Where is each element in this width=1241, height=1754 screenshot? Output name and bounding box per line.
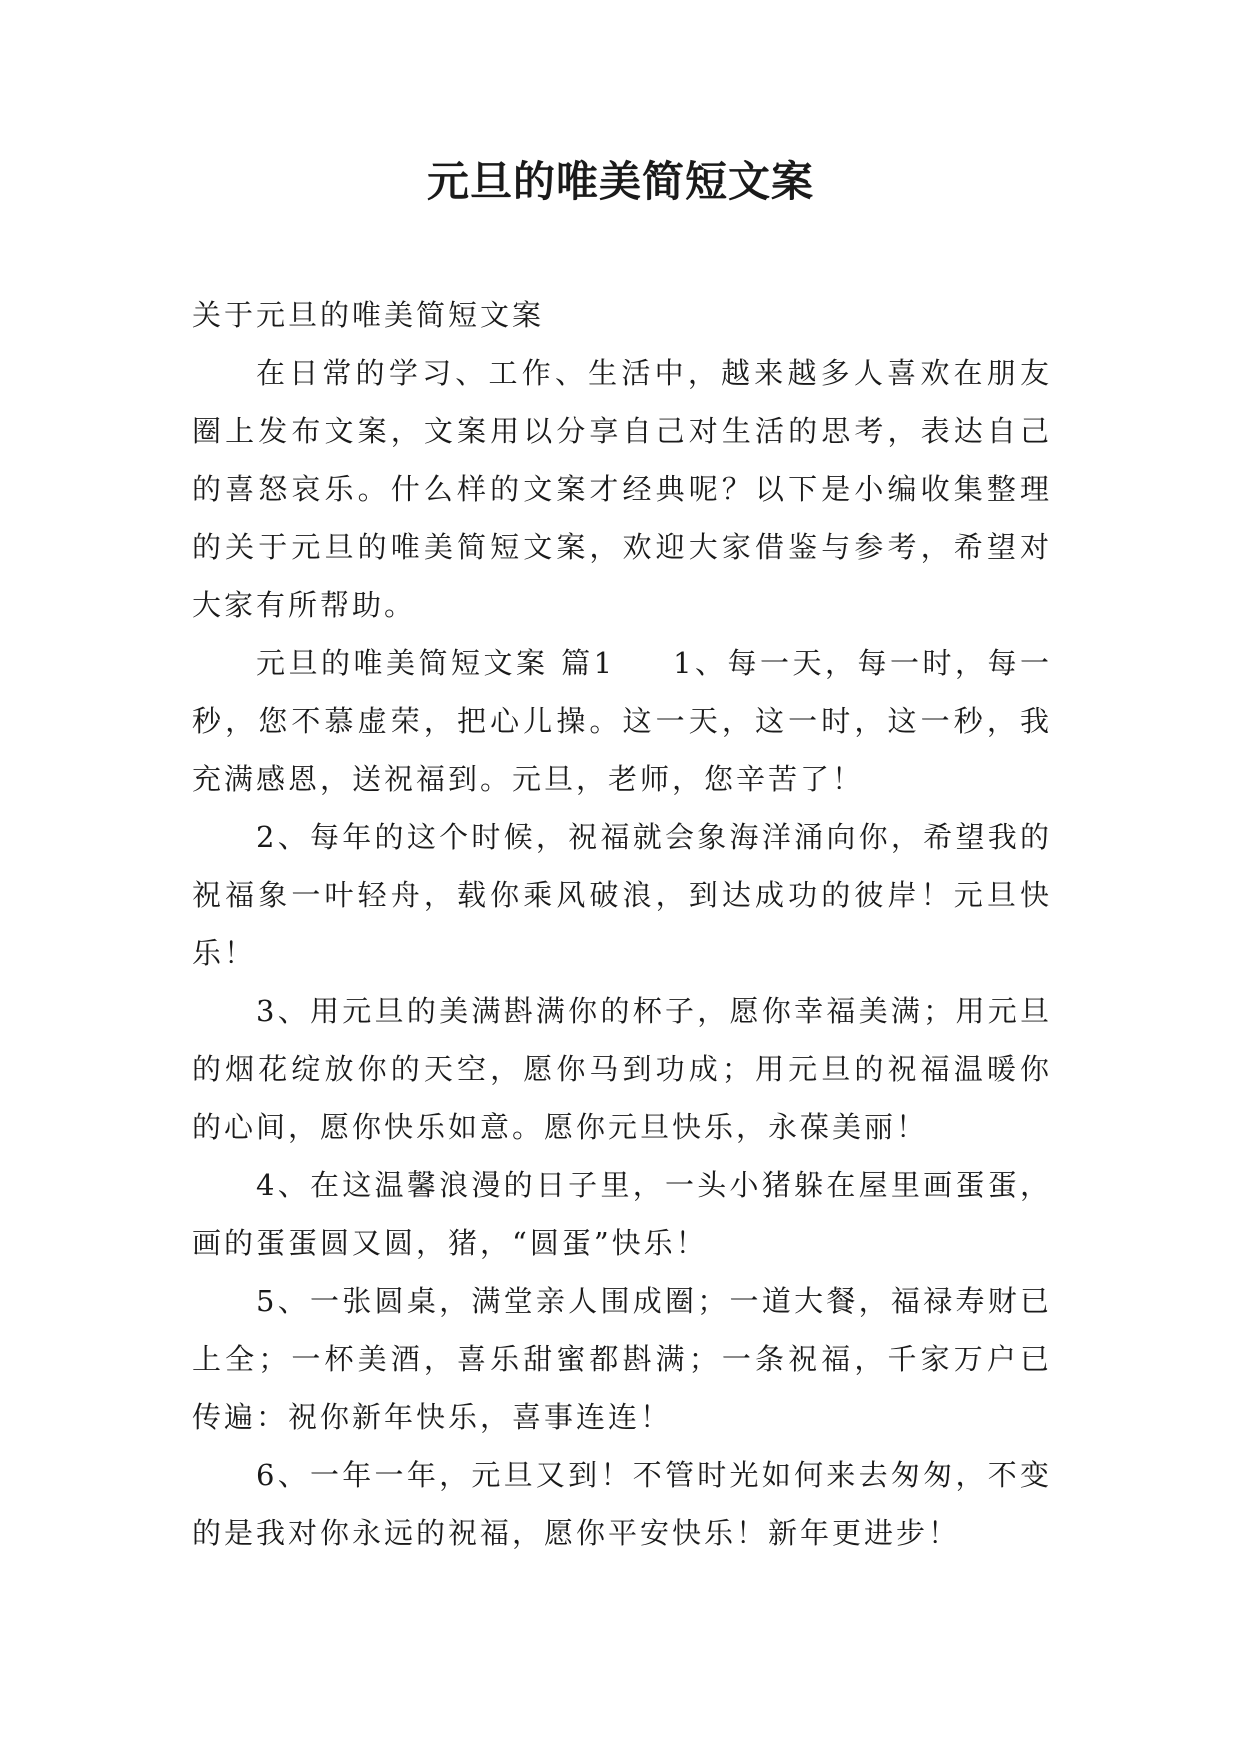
intro-paragraph: 在日常的学习、工作、生活中，越来越多人喜欢在朋友圈上发布文案，文案用以分享自己对生活的思考，表达自己的喜怒哀乐。什么样的文案才经典呢？以下是小编收集整理的关于元旦的唯美简短文案，欢迎大家借鉴与参考，希望对大家有所帮助。 [192,356,1052,622]
list-item-5: 5、一张圆桌，满堂亲人围成圈；一道大餐，福禄寿财已上全；一杯美酒，喜乐甜蜜都斟满；一条祝福，千家万户已传遍：祝你新年快乐，喜事连连！ [192,1284,1052,1434]
section-label: 元旦的唯美简短文案 篇1 [256,646,616,680]
section-paragraph [192,634,1052,808]
list-item-1: 1、每一天，每一时，每一秒，您不慕虚荣，把心儿操。这一天，这一时，这一秒，我充满感恩，送祝福到。元旦，老师，您辛苦了！ [192,646,1052,796]
document-subtitle: 关于元旦的唯美简短文案 [192,298,545,332]
list-item-6: 6、一年一年，元旦又到！不管时光如何来去匆匆，不变的是我对你永远的祝福，愿你平安快乐！新年更进步！ [192,1458,1052,1550]
list-item-2: 2、每年的这个时候，祝福就会象海洋涌向你，希望我的祝福象一叶轻舟，载你乘风破浪，到达成功的彼岸！元旦快乐！ [192,820,1052,970]
document-body [192,286,1052,1562]
document-title: 元旦的唯美简短文案 [426,157,814,206]
list-item-3: 3、用元旦的美满斟满你的杯子，愿你幸福美满；用元旦的烟花绽放你的天空，愿你马到功成；用元旦的祝福温暖你的心间，愿你快乐如意。愿你元旦快乐，永葆美丽！ [192,994,1052,1144]
list-item-4: 4、在这温馨浪漫的日子里，一头小猪躲在屋里画蛋蛋，画的蛋蛋圆又圆，猪，“圆蛋”快乐！ [192,1168,1052,1260]
